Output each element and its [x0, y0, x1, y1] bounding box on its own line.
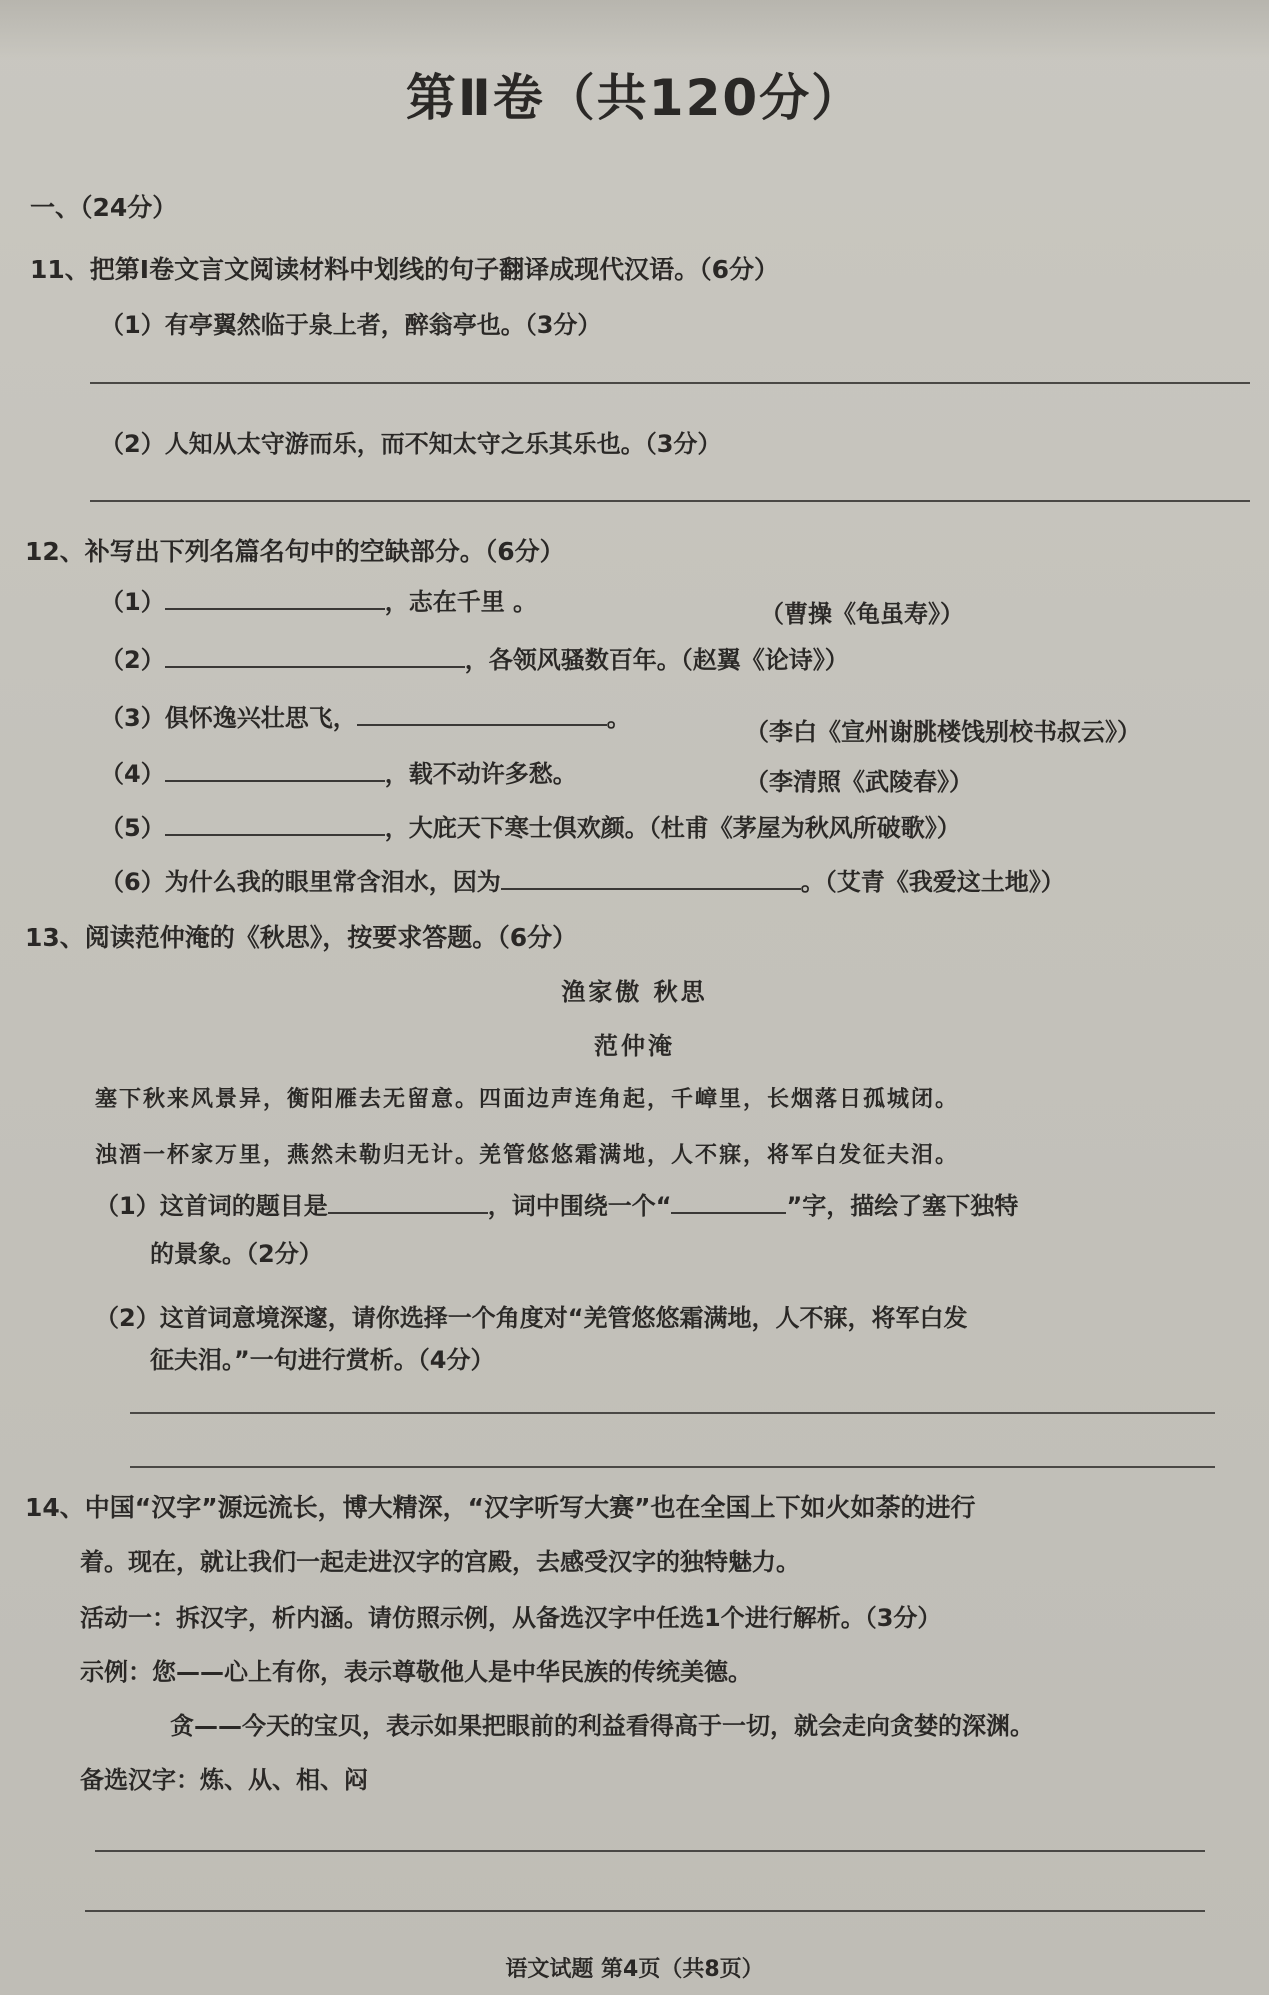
answer-line — [130, 1412, 1215, 1414]
q12-item4 — [100, 754, 577, 789]
fill-blank[interactable] — [501, 864, 801, 890]
poem-line-2: 浊酒一杯家万里，燕然未勒归无计。羌管悠悠霜满地，人不寐，将军白发征夫泪。 — [95, 1142, 960, 1168]
q12-item3-source: （李白《宣州谢朓楼饯别校书叔云》） — [745, 718, 1141, 746]
answer-line — [95, 1850, 1205, 1852]
q12-item3 — [100, 698, 631, 733]
example-1: 示例：您——心上有你，表示尊敬他人是中华民族的传统美德。 — [80, 1658, 752, 1686]
answer-line — [85, 1910, 1205, 1912]
fill-blank[interactable] — [671, 1188, 786, 1214]
q12-item1-source: （曹操《龟虽寿》） — [760, 600, 964, 628]
q12-stem: 12、补写出下列名篇名句中的空缺部分。（6分） — [25, 537, 565, 566]
q12-item5 — [100, 808, 961, 843]
q12-item2 — [100, 640, 849, 675]
candidate-characters: 备选汉字：炼、从、相、闷 — [80, 1766, 368, 1794]
q14-stem: 14、中国“汉字”源远流长，博大精深，“汉字听写大赛”也在全国上下如火如荼的进行 — [25, 1493, 976, 1522]
poem-title: 渔家傲 秋思 — [561, 977, 708, 1006]
poem-line-1: 塞下秋来风景异，衡阳雁去无留意。四面边声连角起，千嶂里，长烟落日孤城闭。 — [95, 1086, 960, 1112]
q11-part2: （2）人知从太守游而乐，而不知太守之乐其乐也。（3分） — [100, 430, 722, 458]
q13-part2-cont: 征夫泪。”一句进行赏析。（4分） — [150, 1346, 495, 1374]
item-number: （4） — [100, 760, 165, 788]
fill-blank[interactable] — [165, 584, 385, 610]
q12-item1 — [100, 582, 537, 617]
item-text: ，志在千里 。 — [384, 588, 538, 616]
fill-blank[interactable] — [165, 756, 385, 782]
answer-line — [130, 1466, 1215, 1468]
q11-stem: 11、把第Ⅰ卷文言文阅读材料中划线的句子翻译成现代汉语。（6分） — [30, 255, 779, 284]
item-text: ，载不动许多愁。 — [384, 760, 577, 788]
item-number: （1） — [100, 588, 165, 616]
q12-item4-source: （李清照《武陵春》） — [745, 768, 973, 796]
fill-blank[interactable] — [165, 642, 465, 668]
q13-part2: （2）这首词意境深邃，请你选择一个角度对“羌管悠悠霜满地，人不寐，将军白发 — [95, 1304, 968, 1332]
poem-author: 范仲淹 — [594, 1031, 675, 1060]
page-title: 第Ⅱ卷（共120分） — [405, 69, 864, 127]
answer-line — [90, 382, 1250, 384]
page-footer: 语文试题 第4页（共8页） — [505, 1957, 764, 1982]
q11-part1: （1）有亭翼然临于泉上者，醉翁亭也。（3分） — [100, 311, 602, 339]
item-text: 。 — [606, 704, 631, 732]
section-heading: 一、（24分） — [30, 193, 178, 222]
item-number: （2） — [100, 646, 165, 674]
fill-blank[interactable] — [165, 810, 385, 836]
answer-line — [90, 500, 1250, 502]
q12-item6 — [100, 862, 1065, 897]
item-text: ，大庇天下寒士俱欢颜。（杜甫《茅屋为秋风所破歌》） — [384, 814, 961, 842]
q14-stem-cont: 着。现在，就让我们一起走进汉字的宫殿，去感受汉字的独特魅力。 — [80, 1548, 800, 1576]
fill-blank[interactable] — [357, 700, 607, 726]
item-text: （6）为什么我的眼里常含泪水，因为 — [100, 868, 501, 896]
example-2: 贪——今天的宝贝，表示如果把眼前的利益看得高于一切，就会走向贪婪的深渊。 — [170, 1712, 1034, 1740]
q13-part1: （1）这首词的题目是 ，词中围绕一个“ ”字，描绘了塞下独特 — [95, 1186, 1018, 1221]
item-text: 。（艾青《我爱这土地》） — [800, 868, 1065, 896]
q13-part1-cont: 的景象。（2分） — [150, 1240, 323, 1268]
item-text: ，各领风骚数百年。（赵翼《论诗》） — [464, 646, 849, 674]
fill-blank[interactable] — [328, 1188, 488, 1214]
activity-1: 活动一：拆汉字，析内涵。请仿照示例，从备选汉字中任选1个进行解析。（3分） — [80, 1604, 942, 1632]
q13-stem: 13、阅读范仲淹的《秋思》，按要求答题。（6分） — [25, 923, 578, 952]
item-text: （3）俱怀逸兴壮思飞， — [100, 704, 357, 732]
item-number: （5） — [100, 814, 165, 842]
